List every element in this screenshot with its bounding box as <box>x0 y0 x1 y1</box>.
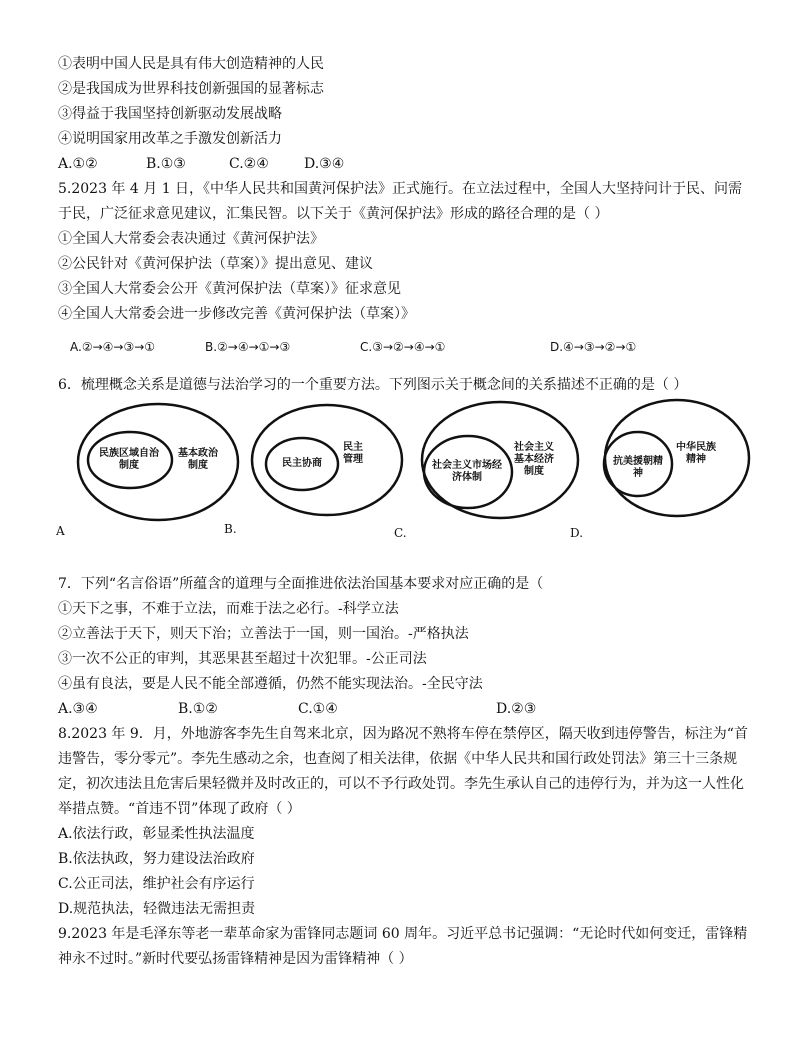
q9-stem: 9.2023 年是毛泽东等老一辈革命家为雷锋同志题词 60 周年。习近平总书记强调：“无论时代如何变迁，雷锋精神永不过时。”新时代要弘扬雷锋精神是因为雷锋精神（ ） <box>58 926 748 967</box>
q8-option-c[interactable]: C.公正司法，维护社会有序运行 <box>58 876 255 892</box>
q4-option-b[interactable]: B.①③ <box>146 156 186 172</box>
q8-option-a[interactable]: A.依法行政，彰显柔性执法温度 <box>58 826 255 842</box>
q7-option-a[interactable]: A.③④ <box>58 701 98 717</box>
q4-item-4: ④说明国家用改革之手激发创新活力 <box>58 131 282 147</box>
q5-item-4: ④全国人大常委会进一步修改完善《黄河保护法（草案）》 <box>58 306 415 322</box>
q5-option-a[interactable]: A.②→④→③→① <box>70 340 156 354</box>
q5-item-3: ③全国人大常委会公开《黄河保护法（草案）》征求意见 <box>58 281 401 297</box>
q6-stem: 6．梳理概念关系是道德与法治学习的一个重要方法。下列图示关于概念间的关系描述不正确的是（ ） <box>58 377 688 393</box>
q5-options <box>70 336 636 358</box>
q4-option-d[interactable]: D.③④ <box>304 156 345 172</box>
diagram-a-label: A <box>56 524 65 538</box>
q5-option-d[interactable]: D.④→③→②→① <box>550 340 637 354</box>
q5-option-c[interactable]: C.③→②→④→① <box>360 340 446 354</box>
q5-stem: 5.2023 年 4 月 1 日，《中华人民共和国黄河保护法》正式施行。在立法过程中，全国人大坚持问计于民、问需于民，广泛征求意见建议，汇集民智。以下关于《黄河保护法》形成的路径合理的是（ ） <box>58 181 743 222</box>
q4-item-2: ②是我国成为世界科技创新强国的显著标志 <box>58 81 324 97</box>
diagram-d-label: D. <box>570 526 584 540</box>
q8-stem: 8.2023 年 9．月，外地游客李先生自驾来北京，因为路况不熟将车停在禁停区，隔天收到违停警告，标注为“首违警告，零分零元”。李先生感动之余，也查阅了相关法律，依据《中华人民共和国行政处罚法》第三十三条规定，初次违法且危害后果轻微并及时改正的，可以不予行政处罚。李先生承认自己的违停行为，并为这一人性化举措点赞。“首违不罚”体现了政府（ ） <box>58 726 748 817</box>
q6-diagram-d[interactable] <box>570 392 780 542</box>
diagram-c-outer-label: 社会主义基本经济制度 <box>514 442 554 477</box>
q4-item-1: ①表明中国人民是具有伟大创造精神的人民 <box>58 56 324 72</box>
diagram-c-label: C. <box>394 526 407 540</box>
q4-option-c[interactable]: C.②④ <box>229 156 269 172</box>
q7-item-2: ②立善法于天下，则天下治；立善法于一国，则一国治。-严格执法 <box>58 626 469 642</box>
q7-options <box>58 698 536 720</box>
q4-option-a[interactable]: A.①② <box>58 156 98 172</box>
q7-item-4: ④虽有良法，要是人民不能全部遵循，仍然不能实现法治。-全民守法 <box>58 676 483 692</box>
diagram-b-inner-label: 民主协商 <box>282 458 322 469</box>
q8-option-d[interactable]: D.规范执法，轻微违法无需担责 <box>58 901 256 917</box>
diagram-d-inner-label: 抗美援朝精神 <box>613 456 663 479</box>
diagram-a-inner-label: 民族区域自治制度 <box>99 448 159 471</box>
q7-option-b[interactable]: B.①② <box>178 701 218 717</box>
diagram-a-outer-label: 基本政治制度 <box>178 448 218 471</box>
q7-stem: 7．下列“名言俗语”所蕴含的道理与全面推进依法治国基本要求对应正确的是（ <box>58 576 544 592</box>
q7-option-c[interactable]: C.①④ <box>298 701 338 717</box>
q6-diagram-c[interactable] <box>394 392 598 542</box>
q5-option-b[interactable]: B.②→④→①→③ <box>205 340 291 354</box>
diagram-d-outer-label: 中华民族精神 <box>676 442 716 465</box>
q5-item-1: ①全国人大常委会表决通过《黄河保护法》 <box>58 231 324 247</box>
q8-option-b[interactable]: B.依法执政，努力建设法治政府 <box>58 851 255 867</box>
q4-options <box>58 153 344 175</box>
q7-item-1: ①天下之事，不难于立法，而难于法之必行。-科学立法 <box>58 601 399 617</box>
diagram-b-label: B. <box>224 522 237 536</box>
q4-item-3: ③得益于我国坚持创新驱动发展战略 <box>58 106 282 122</box>
q5-item-2: ②公民针对《黄河保护法（草案）》提出意见、建议 <box>58 256 373 272</box>
q6-diagram-b[interactable] <box>222 392 422 542</box>
q7-item-3: ③一次不公正的审判，其恶果甚至超过十次犯罪。-公正司法 <box>58 651 427 667</box>
diagram-b-outer-label: 民主管理 <box>343 442 363 465</box>
q7-option-d[interactable]: D.②③ <box>496 701 537 717</box>
diagram-c-inner-label: 社会主义市场经济体制 <box>432 460 502 483</box>
